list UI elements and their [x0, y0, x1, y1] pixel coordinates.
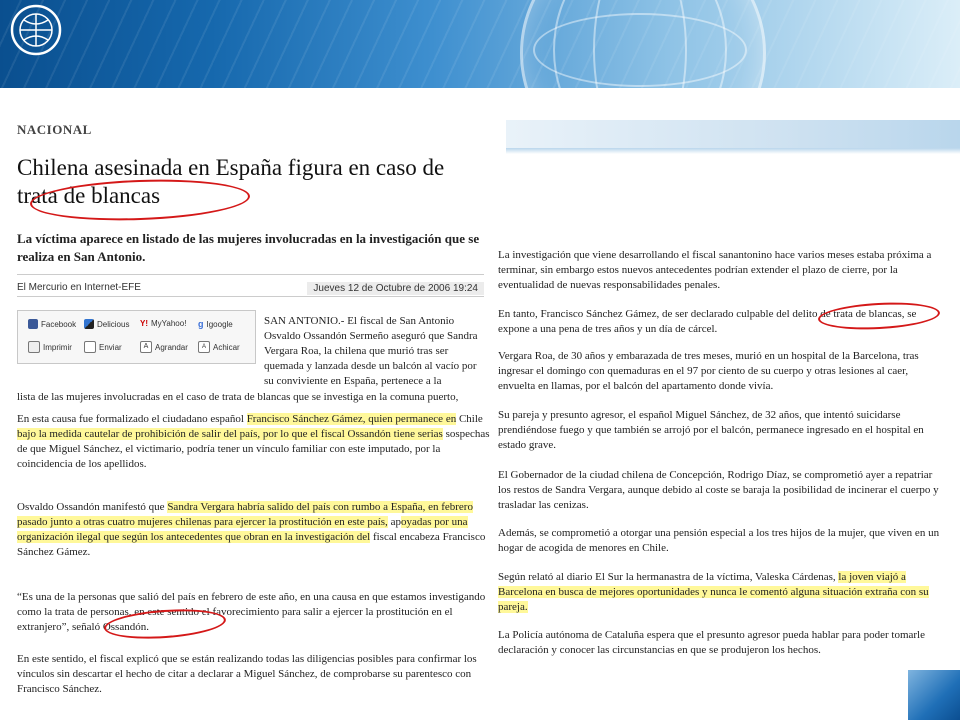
text: Osvaldo Ossandón manifestó que: [17, 501, 168, 513]
envelope-icon: [84, 341, 96, 353]
delicious-icon: [84, 319, 94, 329]
divider: [17, 296, 484, 297]
facebook-label: Facebook: [41, 319, 77, 329]
right-paragraph-3: Vergara Roa, de 30 años y embarazada de tres meses, murió en un hospital de la Barcelona, tras ingresar el domingo con quemaduras en el 97 por ciento de su cuerpo y otras lesiones al caer, envuelta en llamas, por el balcón del apartamento donde vivía.: [498, 350, 919, 392]
text: En esta causa fue formalizado el ciudadano español: [17, 413, 247, 425]
text: Chile: [458, 413, 483, 425]
print-button[interactable]: [28, 341, 72, 353]
banner-divider: [0, 88, 960, 96]
paragraph-5: En este sentido, el fiscal explicó que se están realizando todas las diligencias posibles para confirmar los vínculos sin descartar el hecho de citar a declarar a Miguel Sánchez, de comprobarse su parentesco con Francisco Sánchez.: [17, 653, 477, 695]
share-tools-box: [17, 310, 256, 364]
right-paragraph-8: La Policía autónoma de Cataluña espera que el presunto agresor pueda hablar para poder tomarle declaración y conocer las circunstancias en que se produjeron los hechos.: [498, 629, 925, 656]
shrink-icon: A: [198, 341, 210, 353]
text: fiscal encabeza Francisco Sánchez Gámez.: [17, 531, 486, 558]
right-paragraph-2: En tanto, Francisco Sánchez Gámez, de ser declarado culpable del delito de trata de blancas, se expone a una pena de tres años y un día de cárcel.: [498, 308, 917, 335]
igoogle-share[interactable]: [198, 319, 233, 329]
enlarge-text-button[interactable]: [140, 341, 188, 353]
header-banner: [0, 0, 960, 96]
yahoo-icon: Y!: [140, 319, 148, 328]
article-subhead: La víctima aparece en listado de las mujeres involucradas en la investigación que se realiza en San Antonio.: [17, 231, 480, 264]
globe-sculpture: [520, 0, 766, 96]
myyahoo-share[interactable]: [140, 319, 186, 328]
printer-icon: [28, 341, 40, 353]
divider: [17, 274, 484, 275]
highlight: Francisco Sánchez Gámez, quien permanece en: [246, 413, 457, 425]
right-paragraph-1: La investigación que viene desarrollando el fiscal sanantonino hace varios meses estaba próxima a terminar, sin embargo estos nuevos antecedentes podrían extender el plazo de cierre, por la eventualidad de nuevas responsabilidades penales.: [498, 249, 932, 291]
facebook-icon: [28, 319, 38, 329]
paragraph-4-quote: “Es una de la personas que salió del país en febrero de este año, en una causa en que estamos investigando como la trata de personas, en este sentido el favorecimiento para salir a ejercer la prostitución en el extranjero”, señaló Ossandón.: [17, 591, 486, 633]
iom-logo-icon: [10, 4, 62, 56]
igoogle-label: Igoogle: [206, 319, 233, 329]
text: ap: [390, 516, 401, 528]
text: Según relató al diario El Sur la hermanastra de la víctima, Valeska Cárdenas,: [498, 571, 839, 583]
highlight: bajo la medida cautelar de prohibición de salir del país, por lo que el fiscal Ossandón tiene serias: [17, 428, 443, 440]
article-source: El Mercurio en Internet-EFE: [17, 282, 141, 293]
section-label: NACIONAL: [17, 122, 92, 137]
shrink-text-button[interactable]: [198, 341, 240, 353]
send-button[interactable]: [84, 341, 122, 353]
highlight: Sandra Vergara habría salido del país con rumbo a España, en febrero pasado junto a otras cuatro mujeres chilenas para ejercer la prostitución en este país,: [17, 501, 473, 528]
paragraph-2: [17, 412, 492, 472]
article-date: Jueves 12 de Octubre de 2006 19:24: [307, 282, 484, 295]
delicious-label: Delicious: [97, 319, 130, 329]
banner-streaks: [0, 0, 960, 96]
paragraph-intro-cont: lista de las mujeres involucradas en el caso de trata de blancas que se investiga en la comuna puerto,: [17, 391, 459, 403]
enlarge-icon: A: [140, 341, 152, 353]
shrink-label: Achicar: [213, 342, 240, 352]
send-label: Enviar: [99, 342, 122, 352]
article-headline: Chilena asesinada en España figura en caso de trata de blancas: [17, 155, 445, 208]
delicious-share[interactable]: [84, 319, 129, 329]
print-label: Imprimir: [43, 342, 72, 352]
right-paragraph-5: El Gobernador de la ciudad chilena de Concepción, Rodrigo Díaz, se comprometió ayer a repatriar los restos de Sandra Vergara, aunque debido al coste se baraja la posibilidad de incinerar el cuerpo y trasladar las cenizas.: [498, 469, 939, 511]
myyahoo-label: MyYahoo!: [151, 319, 187, 328]
enlarge-label: Agrandar: [155, 342, 188, 352]
right-paragraph-6: Además, se comprometió a otorgar una pensión especial a los tres hijos de la mujer, que viven en un hogar de acogida de menores en Chile.: [498, 527, 940, 554]
paragraph-3: [17, 500, 487, 560]
right-paragraph-4: Su pareja y presunto agresor, el español Miguel Sánchez, de 32 años, que intentó suicidarse prendiéndose fuego y que también se arrojó por el balcón, permanece ingresado en el hospital en estado grave.: [498, 409, 924, 451]
text: sospechas de que Miguel Sánchez, el victimario, podría tener un vínculo familiar con este imputado, por la coincidencia de los apellidos.: [17, 428, 490, 470]
highlight: la joven viajó a Barcelona en busca de mejores oportunidades y nunca le comentó alguna situación extraña con su pareja.: [498, 571, 929, 613]
google-icon: g: [198, 319, 204, 329]
decorative-blue-strip: [506, 120, 960, 154]
corner-decoration: [908, 670, 960, 720]
highlight: oyadas por una organización ilegal que según los antecedentes que obran en la investigación del: [17, 516, 468, 543]
article-clipping-left: [0, 96, 506, 720]
facebook-share[interactable]: [28, 319, 76, 329]
right-paragraph-7: [498, 570, 946, 615]
paragraph-intro: SAN ANTONIO.- El fiscal de San Antonio Osvaldo Ossandón Sermeño aseguró que Sandra Vergara Roa, la chilena que murió tras ser quemada y lanzada desde un balcón al vacío por su conviviente en España, pertenece a la: [264, 315, 478, 387]
